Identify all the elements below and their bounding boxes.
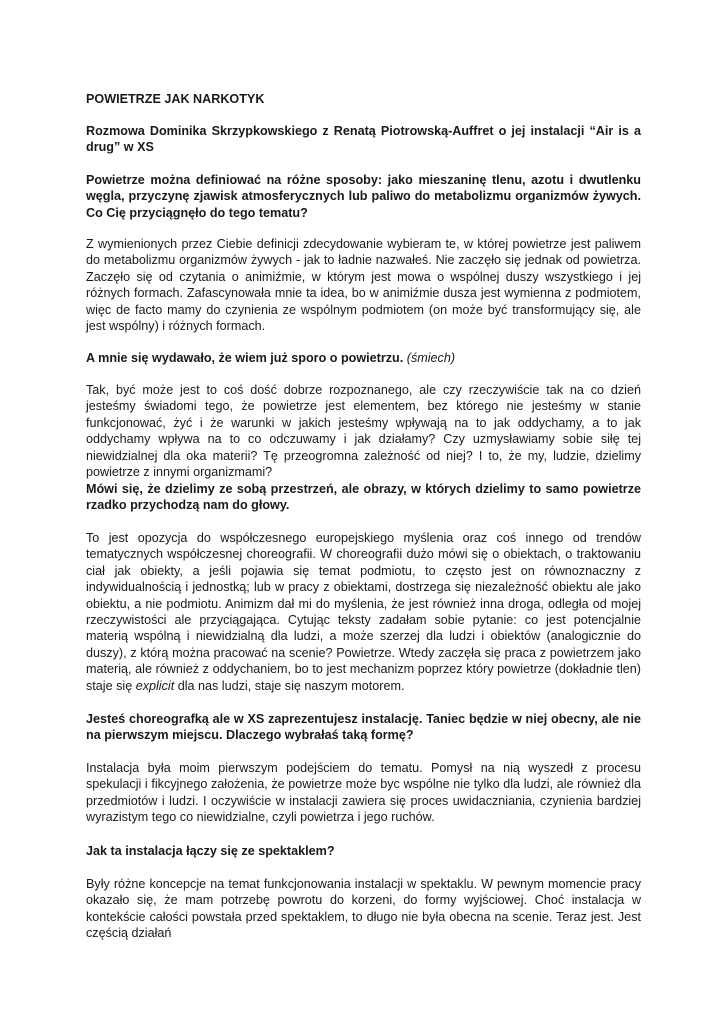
- question-2-text: A mnie się wydawało, że wiem już sporo o powietrzu.: [86, 351, 404, 365]
- page-title: POWIETRZE JAK NARKOTYK: [86, 92, 265, 106]
- answer-1: Z wymienionych przez Ciebie definicji zdecydowanie wybieram te, w której powietrze jest paliwem do metabolizmu organizmów żywych - jak to ładnie nazwałeś. Nie zaczęło się jednak od powietrza. Zaczęło się od czytania o animiźmie, w którym jest mowa o wspólnej duszy wszystkiego i jej różnych formach. Zafascynowała mnie ta idea, bo w animiźmie dusza jest wymienna z podmiotem, więc de facto mamy do czynienia ze wspólnym podmiotem (on może być transformujący się, ale jest wspólny) i różnych formach.: [86, 237, 641, 334]
- answer-5: Były różne koncepcje na temat funkcjonowania instalacji w spektaklu. W pewnym momencie pracy okazało się, że mam potrzebę powrotu do korzeni, do formy wyjściowej. Choć instalacja w kontekście całości powstała przed spektaklem, to długo nie była obecna na scenie. Teraz jest. Jest częścią działań: [86, 877, 641, 941]
- answer-3-text-end: dla nas ludzi, staje się naszym motorem.: [177, 678, 405, 693]
- answer-3-italic: explicit: [135, 678, 175, 693]
- question-2: [86, 350, 641, 366]
- question-3: Mówi się, że dzielimy ze sobą przestrzeń, ale obrazy, w których dzielimy to samo powietrze rzadko przychodzą nam do głowy.: [86, 482, 641, 513]
- answer-2: Tak, być może jest to coś dość dobrze rozpoznanego, ale czy rzeczywiście tak na co dzień jesteśmy świadomi tego, że powietrze jest elementem, bez którego nie jesteśmy w stanie funkcjonować, żyć i że warunki w jakich jesteśmy wpływają na to jak oddychamy, a to jak oddychamy wpływa na to co odczuwamy i jak działamy? Czy uzmysławiamy sobie siłę tej niewidzialnej dla oka materii? Tę przeogromna zależność od niej? I to, że my, ludzie, dzielimy powietrze z innymi organizmami?: [86, 383, 641, 480]
- answer-4: Instalacja była moim pierwszym podejściem do tematu. Pomysł na nią wyszedł z procesu spekulacji i fikcyjnego założenia, że powietrze może byc wspólne nie tylko dla ludzi, ale również dla przedmiotów i ludzi. I oczywiście w instalacji zawiera się proces uwidaczniania, czynienia bardziej wyrazistym tego co niewidzialne, czyli powietrza i jego ruchów.: [86, 761, 641, 825]
- question-4: Jesteś choreografką ale w XS zaprezentujesz instalację. Taniec będzie w niej obecny, ale nie na pierwszym miejscu. Dlaczego wybrałaś taką formę?: [86, 712, 641, 743]
- question-5: Jak ta instalacja łączy się ze spektaklem?: [86, 844, 335, 858]
- subtitle: Rozmowa Dominika Skrzypkowskiego z Renatą Piotrowską-Auffret o jej instalacji “Air is a drug” w XS: [86, 124, 641, 155]
- question-1: Powietrze można definiować na różne sposoby: jako mieszaninę tlenu, azotu i dwutlenku węgla, przyczynę zjawisk atmosferycznych lub paliwo do metabolizmu organizmów żywych. Co Cię przyciągnęło do tego tematu?: [86, 173, 641, 220]
- answer-3: [86, 530, 641, 694]
- question-2-aside: (śmiech): [406, 351, 456, 365]
- answer-3-text: To jest opozycja do współczesnego europejskiego myślenia oraz coś innego od trendów tematycznych współczesnej choreografii. W choreografii dużo mówi się o obiektach, o traktowaniu ciał jak obiekty, a jeśli pojawia się temat podmiotu, to często jest on równoznaczny z indywidualnością i jednostką; lub w pracy z obiektami, dostrzega się niezależność obiektu ale jako obiektu, a nie podmiotu. Animizm dał mi do myślenia, że jest również inna droga, odległa od mojej rzeczywistości ale przyciągająca. Cytując teksty zadałam sobie pytanie: co jest potencjalnie materią wspólną i niewidzialną dla ludzi, a może szerzej dla ludzi i obiektów (analogicznie do duszy), z którą można pracować na scenie? Powietrze. Wtedy zaczęła się praca z powietrzem jako materią, ale również z oddychaniem, bo to jest mechanizm poprzez który powietrze (dokładnie tlen) staje się: [86, 531, 641, 693]
